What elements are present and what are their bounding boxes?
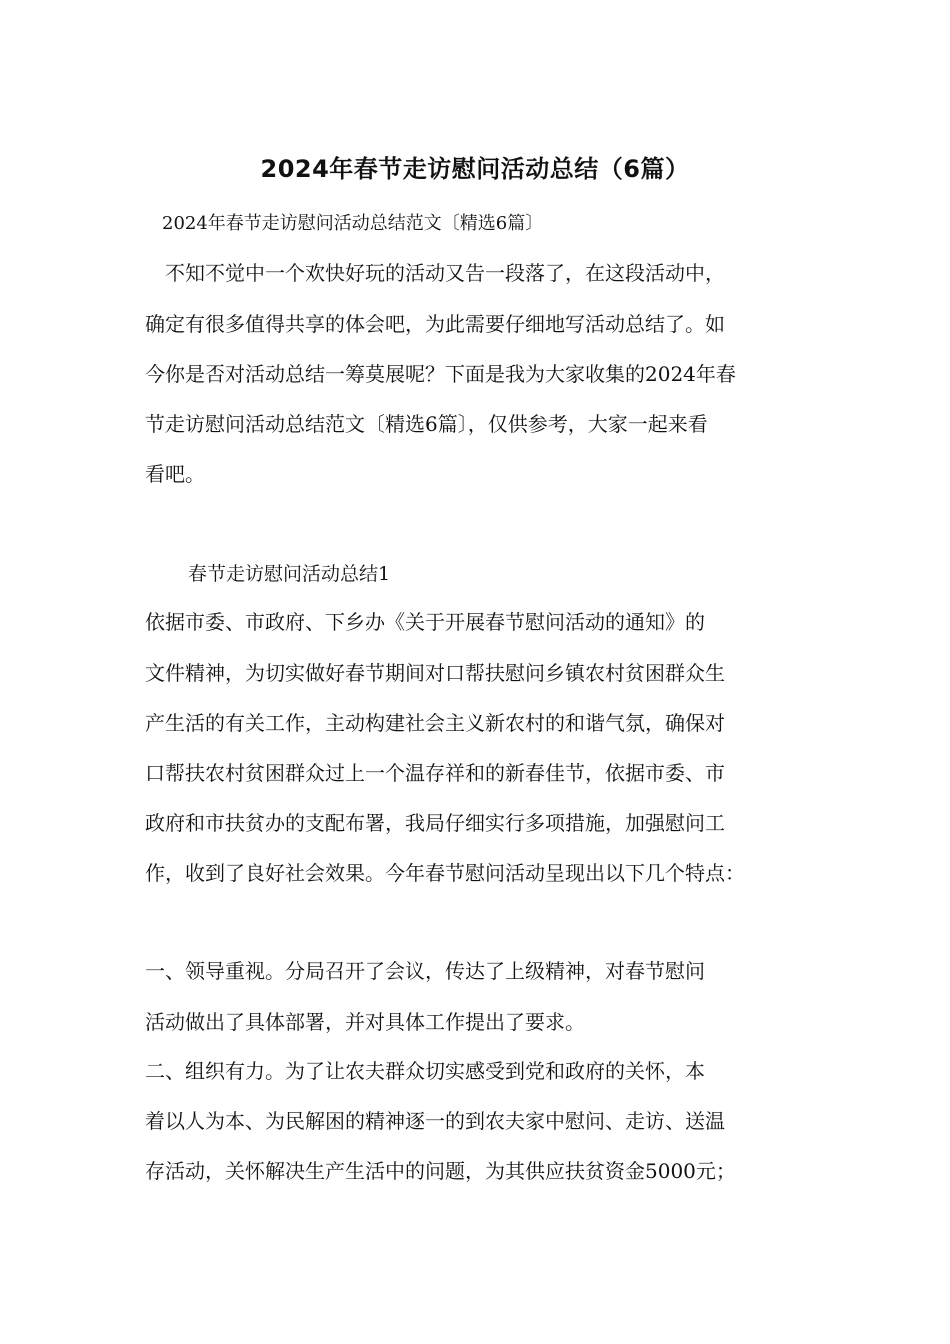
- intro-line: 不知不觉中一个欢快好玩的活动又告一段落了，在这段活动中，: [145, 261, 725, 285]
- point-one-line: 一、领导重视。分局召开了会议，传达了上级精神，对春节慰问: [145, 959, 705, 983]
- point-two-line: 二、组织有力。为了让农夫群众切实感受到党和政府的关怀，本: [145, 1059, 705, 1083]
- section-line: 产生活的有关工作，主动构建社会主义新农村的和谐气氛，确保对: [145, 711, 725, 735]
- section-line: 口帮扶农村贫困群众过上一个温存祥和的新春佳节，依据市委、市: [145, 761, 725, 785]
- section-line: 作，收到了良好社会效果。今年春节慰问活动呈现出以下几个特点：: [145, 861, 745, 885]
- intro-line: 节走访慰问活动总结范文〔精选6篇〕，仅供参考，大家一起来看: [145, 412, 708, 436]
- section-line: 依据市委、市政府、下乡办《关于开展春节慰问活动的通知》的: [145, 610, 705, 634]
- document-title: 2024年春节走访慰问活动总结（6篇）: [260, 155, 690, 183]
- point-one-line: 活动做出了具体部署，并对具体工作提出了要求。: [145, 1010, 585, 1034]
- document-subtitle: 2024年春节走访慰问活动总结范文〔精选6篇〕: [162, 213, 544, 234]
- section-line: 政府和市扶贫办的支配布署，我局仔细实行多项措施，加强慰问工: [145, 811, 725, 835]
- intro-line: 确定有很多值得共享的体会吧，为此需要仔细地写活动总结了。如: [145, 312, 725, 336]
- intro-line: 看吧。: [145, 462, 205, 486]
- section-heading: 春节走访慰问活动总结1: [188, 563, 391, 585]
- point-two-line: 存活动，关怀解决生产生活中的问题，为其供应扶贫资金5000元；: [145, 1159, 736, 1183]
- point-two-line: 着以人为本、为民解困的精神逐一的到农夫家中慰问、走访、送温: [145, 1109, 725, 1133]
- section-line: 文件精神，为切实做好春节期间对口帮扶慰问乡镇农村贫困群众生: [145, 661, 725, 685]
- intro-line: 今你是否对活动总结一筹莫展呢？下面是我为大家收集的2024年春: [145, 362, 736, 386]
